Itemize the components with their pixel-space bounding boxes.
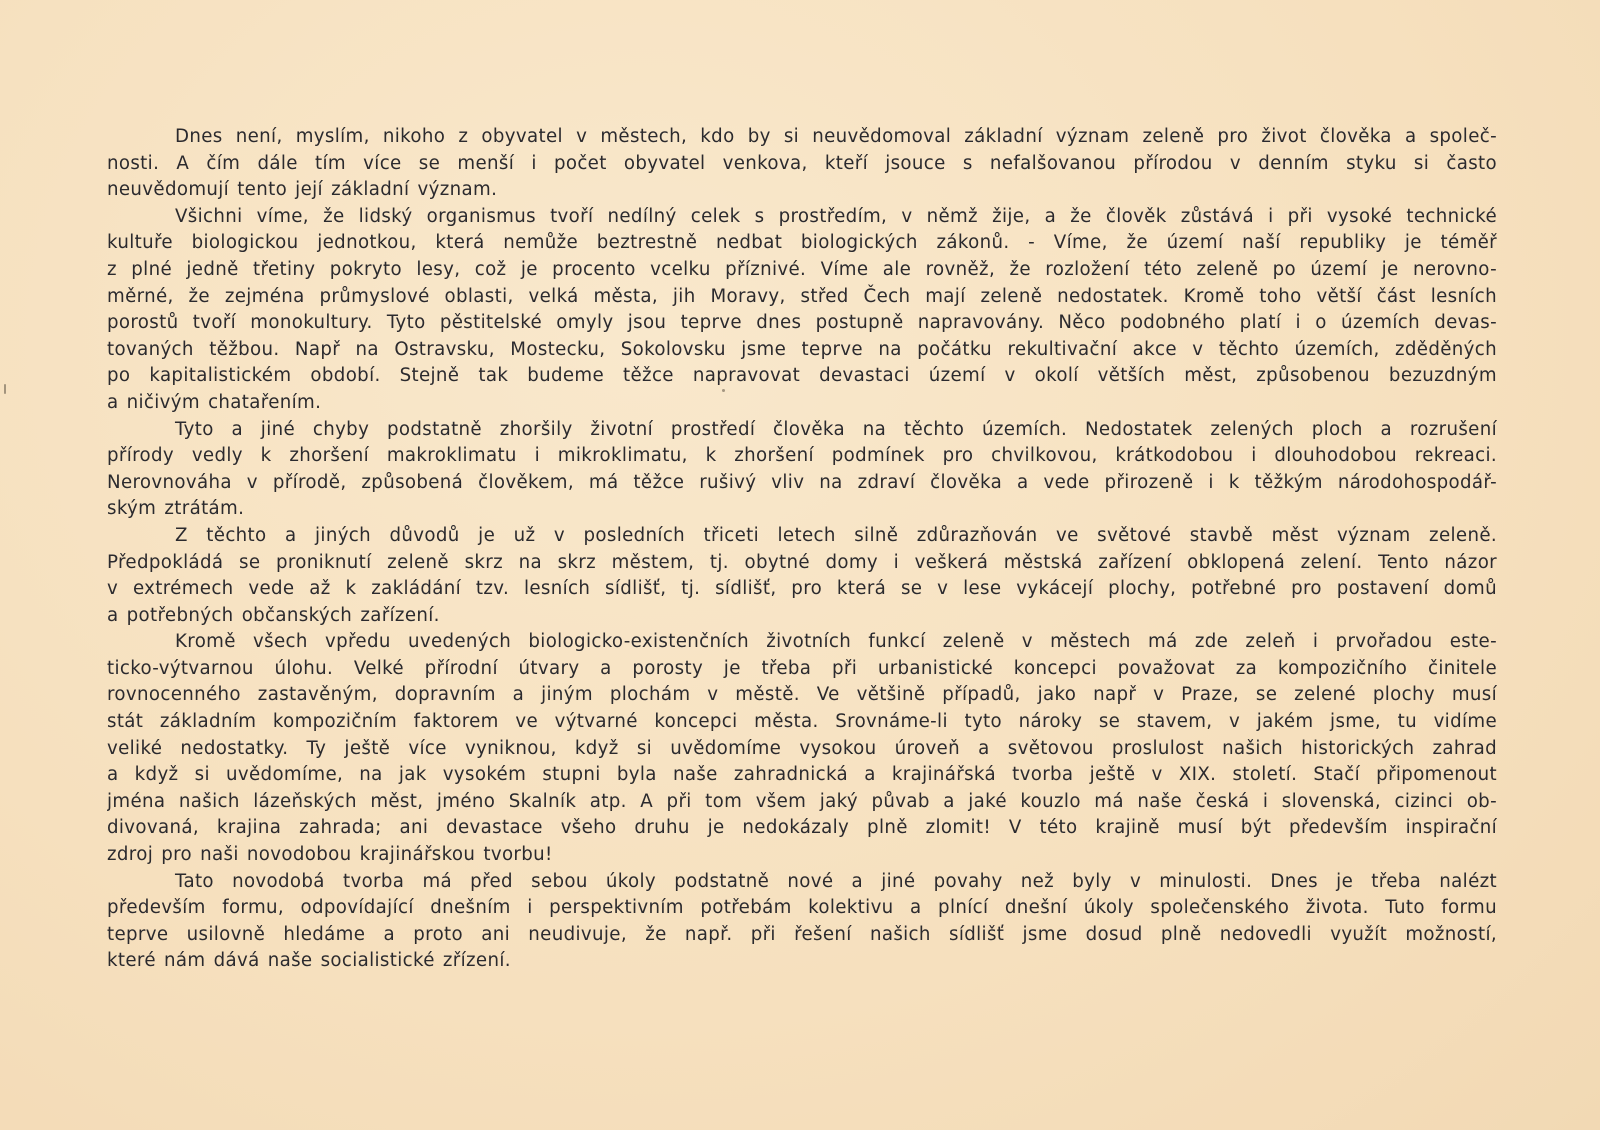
text-line: měrné, že zejména průmyslové oblasti, velká města, jih Moravy, střed Čech mají zeleně nedostatek. Kromě toho větší část lesních (107, 285, 1497, 307)
text-line: které nám dává naše socialistické zřízení. (107, 950, 511, 972)
text-line: Předpokládá se proniknutí zeleně skrz na skrz městem, tj. obytné domy i veškerá městská zařízení obklopená zelení. Tento názor (107, 551, 1497, 573)
text-line: ským ztrátám. (107, 498, 245, 520)
paragraph-1 (107, 124, 1497, 204)
text-line: po kapitalistickém období. Stejně tak budeme těžce napravovat devastaci území v okolí větších měst, způsobenou bezuzdným (107, 365, 1497, 387)
text-line: jména našich lázeňských měst, jméno Skalník atp. A při tom všem jaký půvab a jaké kouzlo má naše česká i slovenská, cizinci ob- (107, 790, 1497, 812)
text-line: Nerovnováha v přírodě, způsobená člověkem, má těžce rušivý vliv na zdraví člověka a vede přirozeně i k těžkým národohospodář- (107, 471, 1497, 493)
text-line: divovaná, krajina zahrada; ani devastace všeho druhu je nedokázaly plně zlomit! V této krajině musí být především inspirační (107, 817, 1497, 839)
text-line: zdroj pro naši novodobou krajinářskou tvorbu! (107, 844, 553, 866)
text-line: a ničivým chatařením. (107, 391, 322, 413)
text-line: ticko-výtvarnou úlohu. Velké přírodní útvary a porosty je třeba při urbanistické koncepci považovat za kompozičního činitele (107, 657, 1497, 679)
text-line: Všichni víme, že lidský organismus tvoří nedílný celek s prostředím, v němž žije, a že člověk zůstává i při vysoké technické (175, 205, 1497, 227)
text-line: Z těchto a jiných důvodů je už v posledních třiceti letech silně zdůrazňován ve světové stavbě měst význam zeleně. (175, 524, 1497, 546)
text-line: z plné jedně třetiny pokryto lesy, což je procento vcelku příznivé. Víme ale rovněž, že rozložení této zeleně po území je nerovno- (107, 258, 1497, 280)
text-line: nosti. A čím dále tím více se menší i počet obyvatel venkova, kteří jsouce s nefalšovanou přírodou v denním styku si často (107, 152, 1497, 174)
text-line: Tyto a jiné chyby podstatně zhoršily životní prostředí člověka na těchto územích. Nedostatek zelených ploch a rozrušení (175, 418, 1497, 440)
text-line: v extrémech vede až k zakládání tzv. lesních sídlišť, tj. sídlišť, pro která se v lese vykácejí plochy, potřebné pro postavení domů (107, 578, 1497, 600)
text-line: teprve usilovně hledáme a proto ani neudivuje, že např. při řešení našich sídlišť jsme dosud plně nedovedli využít možností, (107, 923, 1497, 945)
paragraph-2 (107, 204, 1497, 417)
text-line: především formu, odpovídající dnešním i perspektivním potřebám kolektivu a plnící dnešní úkoly společenského života. Tuto formu (107, 897, 1497, 919)
text-line: tovaných těžbou. Např na Ostravsku, Mostecku, Sokolovsku jsme teprve na počátku rekultivační akce v těchto územích, zděděných (107, 338, 1497, 360)
text-line: a když si uvědomíme, na jak vysokém stupni byla naše zahradnická a krajinářská tvorba ještě v XIX. století. Stačí připomenout (107, 764, 1497, 786)
text-line: Tato novodobá tvorba má před sebou úkoly podstatně nové a jiné povahy než byly v minulosti. Dnes je třeba nalézt (175, 870, 1497, 892)
text-line: porostů tvoří monokultury. Tyto pěstitelské omyly jsou teprve dnes postupně napravovány. Něco podobného platí i o územích devas- (107, 312, 1497, 334)
paragraph-5 (107, 629, 1497, 868)
text-line: neuvědomují tento její základní význam. (107, 179, 498, 201)
paragraph-3 (107, 417, 1497, 523)
text-line: a potřebných občanských zařízení. (107, 604, 440, 626)
text-line: přírody vedly k zhoršení makroklimatu i mikroklimatu, k zhoršení podmínek pro chvilkovou, krátkodobou i dlouhodobou rekreaci. (107, 445, 1497, 467)
text-line: veliké nedostatky. Ty ještě více vyniknou, když si uvědomíme vysokou úroveň a světovou proslulost našich historických zahrad (107, 737, 1497, 759)
text-line: Kromě všech vpředu uvedených biologicko-existenčních životních funkcí zeleně v městech má zde zeleň i prvořadou este- (175, 631, 1497, 653)
body-text (107, 124, 1497, 975)
paper-speck (4, 384, 6, 394)
paragraph-4 (107, 523, 1497, 629)
text-line: kultuře biologickou jednotkou, která nemůže beztrestně nedbat biologických zákonů. - Víme, že území naší republiky je téměř (107, 232, 1497, 254)
text-line: Dnes není, myslím, nikoho z obyvatel v městech, kdo by si neuvědomoval základní význam zeleně pro život člověka a společ- (175, 126, 1497, 147)
paragraph-6 (107, 869, 1497, 975)
text-line: rovnocenného zastavěným, dopravním a jiným plochám v městě. Ve většině případů, jako např v Praze, se zelené plochy musí (107, 684, 1497, 706)
text-line: stát základním kompozičním faktorem ve výtvarné koncepci města. Srovnáme-li tyto nároky se stavem, v jakém jsme, tu vidíme (107, 711, 1497, 733)
